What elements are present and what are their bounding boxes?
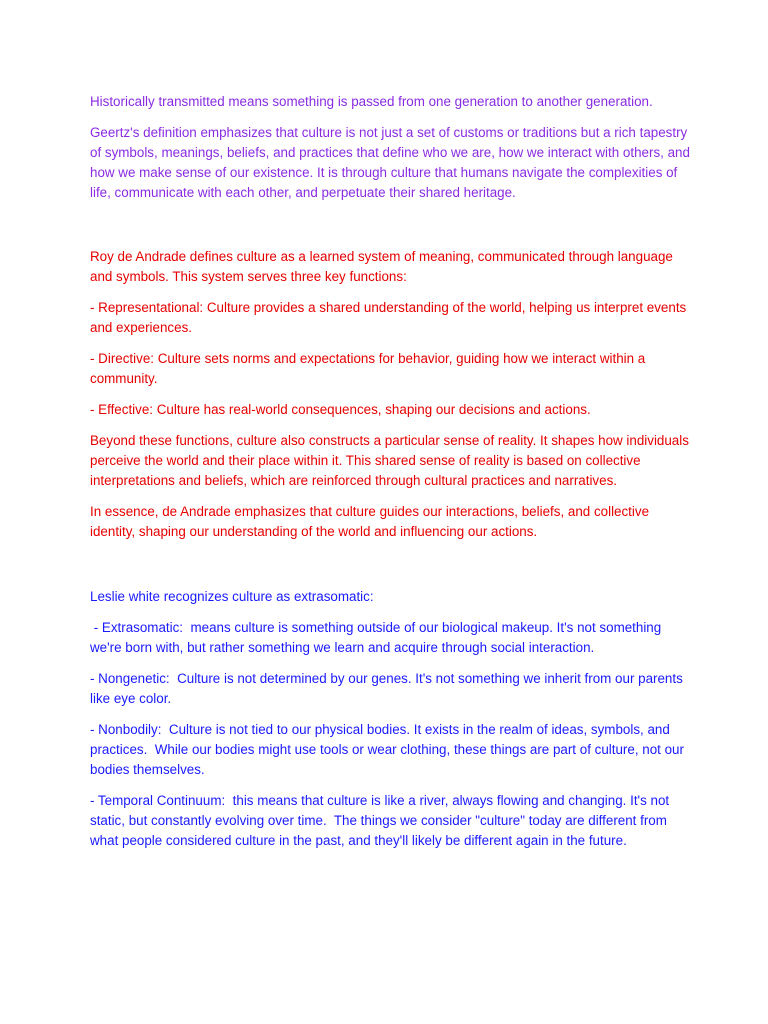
andrade-function-representational: - Representational: Culture provides a shared understanding of the world, helping us interpret events and experiences. <box>90 300 687 335</box>
andrade-intro-paragraph: Roy de Andrade defines culture as a learned system of meaning, communicated through language and symbols. This system serves three key functions: <box>90 249 673 284</box>
andrade-essence-paragraph: In essence, de Andrade emphasizes that culture guides our interactions, beliefs, and collective identity, shaping our understanding of the world and influencing our actions. <box>90 504 650 539</box>
white-point-temporal-continuum: - Temporal Continuum: this means that culture is like a river, always flowing and changing. It's not static, but constantly evolving over time. The things we consider "culture" today are different from what people considered culture in the past, and they'll likely be different again in the future. <box>90 793 673 848</box>
andrade-function-directive: - Directive: Culture sets norms and expectations for behavior, guiding how we interact within a community. <box>90 351 646 386</box>
andrade-function-effective: - Effective: Culture has real-world consequences, shaping our decisions and actions. <box>90 402 591 417</box>
white-section <box>90 587 690 851</box>
andrade-beyond-paragraph: Beyond these functions, culture also constructs a particular sense of reality. It shapes how individuals perceive the world and their place within it. This shared sense of reality is based on collective interpretations and beliefs, which are reinforced through cultural practices and narratives. <box>90 433 689 488</box>
white-intro-paragraph: Leslie white recognizes culture as extrasomatic: <box>90 589 374 604</box>
historically-transmitted-paragraph: Historically transmitted means something is passed from one generation to another generation. <box>90 94 653 109</box>
document-page <box>90 92 690 851</box>
white-point-nongenetic: - Nongenetic: Culture is not determined by our genes. It's not something we inherit from our parents like eye color. <box>90 671 687 706</box>
geertz-definition-paragraph: Geertz's definition emphasizes that culture is not just a set of customs or traditions but a rich tapestry of symbols, meanings, beliefs, and practices that define who we are, how we interact with others, and how we make sense of our existence. It is through culture that humans navigate the complexities of life, communicate with each other, and perpetuate their shared heritage. <box>90 125 690 200</box>
white-point-nonbodily: - Nonbodily: Culture is not tied to our physical bodies. It exists in the realm of ideas, symbols, and practices. While our bodies might use tools or wear clothing, these things are part of culture, not our bodies themselves. <box>90 722 688 777</box>
andrade-section <box>90 247 690 542</box>
geertz-section <box>90 92 690 203</box>
white-point-extrasomatic: - Extrasomatic: means culture is something outside of our biological makeup. It's not something we're born with, but rather something we learn and acquire through social interaction. <box>90 620 665 655</box>
